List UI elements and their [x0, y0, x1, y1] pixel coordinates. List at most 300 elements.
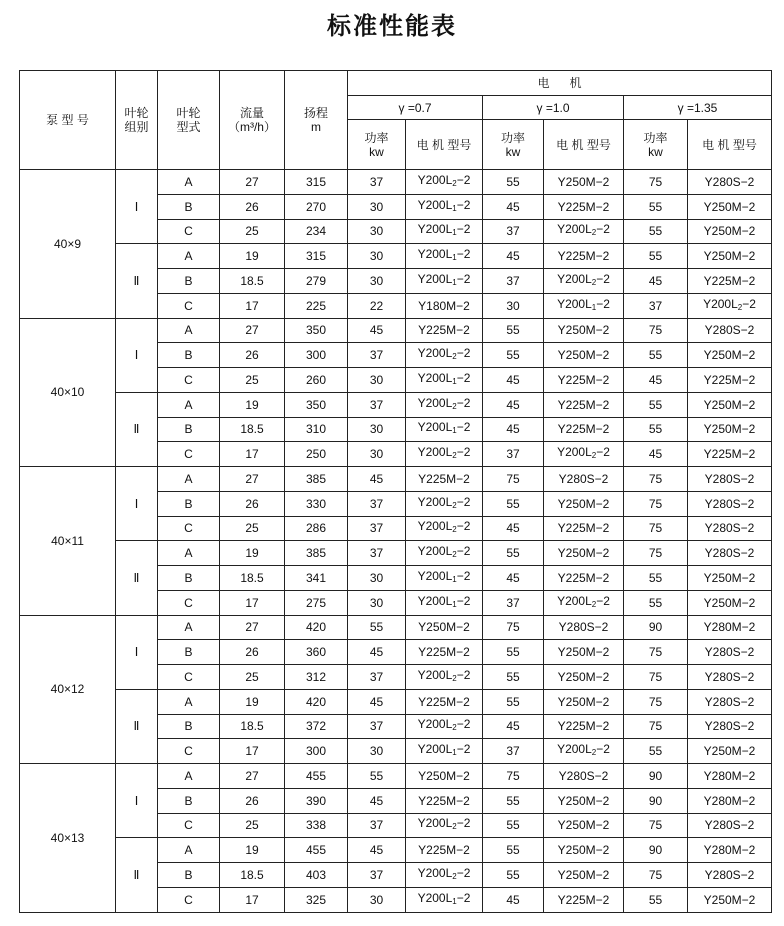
table-row [20, 318, 772, 343]
head-cell: 390 [285, 788, 348, 813]
power-cell-2: 75 [624, 491, 688, 516]
motor-model-cell-0: Y225M−2 [406, 640, 483, 665]
head-cell: 385 [285, 467, 348, 492]
pump-model-cell: 40×11 [20, 467, 116, 616]
motor-model-cell-1: Y225M−2 [544, 887, 624, 912]
header-motor-model-1: 电 机 型号 [544, 120, 624, 170]
power-cell-0: 37 [348, 714, 406, 739]
power-cell-0: 37 [348, 516, 406, 541]
impeller-type-cell: B [158, 417, 220, 442]
motor-model-cell-0: $Y200L_1-2$ [406, 244, 483, 269]
pump-model-cell: 40×9 [20, 170, 116, 319]
impeller-type-cell: C [158, 368, 220, 393]
power-cell-1: 55 [483, 491, 544, 516]
flow-cell: 26 [220, 788, 285, 813]
head-cell: 279 [285, 269, 348, 294]
impeller-type-cell: A [158, 689, 220, 714]
header-motor-model-2: 电 机 型号 [688, 120, 772, 170]
motor-model-cell-0: Y180M−2 [406, 293, 483, 318]
motor-model-cell-0: $Y200L_2-2$ [406, 170, 483, 195]
power-cell-2: 75 [624, 863, 688, 888]
motor-model-cell-2: Y250M−2 [688, 887, 772, 912]
motor-model-cell-1: Y250M−2 [544, 170, 624, 195]
motor-model-cell-1: Y250M−2 [544, 813, 624, 838]
motor-model-cell-1: $Y200L_2-2$ [544, 219, 624, 244]
motor-model-cell-0: $Y200L_2-2$ [406, 442, 483, 467]
impeller-group-cell: Ⅰ [116, 318, 158, 392]
motor-model-cell-1: $Y200L_1-2$ [544, 293, 624, 318]
header-head-line2: m [311, 120, 321, 134]
table-row [20, 170, 772, 195]
flow-cell: 19 [220, 244, 285, 269]
page-title: 标准性能表 [327, 11, 457, 40]
power-cell-2: 55 [624, 590, 688, 615]
flow-cell: 18.5 [220, 863, 285, 888]
head-cell: 385 [285, 541, 348, 566]
head-cell: 455 [285, 764, 348, 789]
power-cell-2: 55 [624, 343, 688, 368]
header-impeller-type-line2: 型式 [176, 120, 201, 134]
impeller-type-cell: B [158, 863, 220, 888]
motor-model-cell-2: Y250M−2 [688, 244, 772, 269]
impeller-type-cell: A [158, 541, 220, 566]
table-row [20, 244, 772, 269]
power-cell-1: 37 [483, 442, 544, 467]
power-cell-2: 45 [624, 269, 688, 294]
motor-model-cell-2: Y280S−2 [688, 640, 772, 665]
head-cell: 312 [285, 665, 348, 690]
table-row [20, 689, 772, 714]
power-cell-2: 55 [624, 887, 688, 912]
power-cell-0: 45 [348, 838, 406, 863]
flow-cell: 25 [220, 516, 285, 541]
motor-model-cell-0: $Y200L_1-2$ [406, 566, 483, 591]
motor-model-cell-1: $Y200L_2-2$ [544, 739, 624, 764]
impeller-type-cell: A [158, 838, 220, 863]
motor-model-cell-1: Y250M−2 [544, 863, 624, 888]
header-gamma-2: γ =1.35 [624, 96, 772, 120]
pump-model-cell: 40×13 [20, 764, 116, 913]
power-cell-1: 55 [483, 813, 544, 838]
impeller-group-cell: Ⅱ [116, 541, 158, 615]
power-cell-2: 55 [624, 739, 688, 764]
motor-model-cell-0: $Y200L_2-2$ [406, 392, 483, 417]
head-cell: 455 [285, 838, 348, 863]
motor-model-cell-0: $Y200L_1-2$ [406, 368, 483, 393]
power-cell-2: 55 [624, 219, 688, 244]
motor-model-cell-0: $Y200L_2-2$ [406, 665, 483, 690]
impeller-type-cell: A [158, 467, 220, 492]
motor-model-cell-0: $Y200L_2-2$ [406, 491, 483, 516]
head-cell: 234 [285, 219, 348, 244]
motor-model-cell-2: Y280S−2 [688, 318, 772, 343]
pump-model-cell: 40×10 [20, 318, 116, 467]
power-cell-2: 45 [624, 442, 688, 467]
head-cell: 300 [285, 739, 348, 764]
head-cell: 341 [285, 566, 348, 591]
motor-model-cell-1: Y250M−2 [544, 541, 624, 566]
impeller-type-cell: C [158, 442, 220, 467]
header-power-unit: kw [505, 144, 521, 159]
motor-model-cell-1: Y225M−2 [544, 368, 624, 393]
head-cell: 420 [285, 615, 348, 640]
impeller-group-cell: Ⅰ [116, 615, 158, 689]
motor-model-cell-2: Y280S−2 [688, 813, 772, 838]
impeller-type-cell: C [158, 516, 220, 541]
motor-model-cell-2: Y250M−2 [688, 219, 772, 244]
impeller-type-cell: C [158, 739, 220, 764]
impeller-group-cell: Ⅰ [116, 170, 158, 244]
header-power-0 [348, 120, 406, 170]
power-cell-0: 37 [348, 343, 406, 368]
motor-model-cell-0: $Y200L_1-2$ [406, 739, 483, 764]
header-power-2 [624, 120, 688, 170]
motor-model-cell-1: Y225M−2 [544, 392, 624, 417]
impeller-type-cell: B [158, 269, 220, 294]
impeller-group-cell: Ⅱ [116, 392, 158, 466]
header-flow [220, 71, 285, 170]
motor-model-cell-1: Y225M−2 [544, 566, 624, 591]
flow-cell: 26 [220, 491, 285, 516]
head-cell: 325 [285, 887, 348, 912]
motor-model-cell-2: $Y200L_2-2$ [688, 293, 772, 318]
impeller-type-cell: C [158, 590, 220, 615]
impeller-type-cell: A [158, 170, 220, 195]
header-power-1 [483, 120, 544, 170]
motor-model-cell-1: Y280S−2 [544, 764, 624, 789]
power-cell-1: 55 [483, 318, 544, 343]
power-cell-0: 37 [348, 541, 406, 566]
power-cell-0: 37 [348, 813, 406, 838]
power-cell-2: 55 [624, 194, 688, 219]
head-cell: 270 [285, 194, 348, 219]
motor-model-cell-1: $Y200L_2-2$ [544, 590, 624, 615]
impeller-type-cell: C [158, 293, 220, 318]
motor-model-cell-2: Y250M−2 [688, 590, 772, 615]
head-cell: 350 [285, 392, 348, 417]
power-cell-0: 30 [348, 590, 406, 615]
header-flow-line2: （m³/h） [227, 120, 276, 134]
header-power-unit: kw [369, 144, 384, 159]
motor-model-cell-1: Y250M−2 [544, 665, 624, 690]
flow-cell: 17 [220, 739, 285, 764]
impeller-type-cell: C [158, 665, 220, 690]
impeller-type-cell: C [158, 887, 220, 912]
header-impeller-type [158, 71, 220, 170]
flow-cell: 19 [220, 689, 285, 714]
power-cell-2: 75 [624, 813, 688, 838]
motor-model-cell-1: Y250M−2 [544, 640, 624, 665]
header-power-label: 功率 [500, 130, 525, 145]
impeller-group-cell: Ⅰ [116, 764, 158, 838]
motor-model-cell-2: Y280S−2 [688, 541, 772, 566]
power-cell-1: 45 [483, 244, 544, 269]
motor-model-cell-1: Y250M−2 [544, 788, 624, 813]
power-cell-2: 75 [624, 640, 688, 665]
motor-model-cell-1: $Y200L_2-2$ [544, 442, 624, 467]
pump-model-cell: 40×12 [20, 615, 116, 764]
flow-cell: 27 [220, 170, 285, 195]
motor-model-cell-2: Y225M−2 [688, 269, 772, 294]
power-cell-0: 45 [348, 788, 406, 813]
head-cell: 225 [285, 293, 348, 318]
impeller-group-cell: Ⅱ [116, 244, 158, 318]
flow-cell: 25 [220, 219, 285, 244]
performance-table [19, 70, 772, 913]
motor-model-cell-2: Y250M−2 [688, 417, 772, 442]
power-cell-1: 55 [483, 640, 544, 665]
power-cell-1: 45 [483, 516, 544, 541]
motor-model-cell-0: $Y200L_2-2$ [406, 343, 483, 368]
head-cell: 315 [285, 170, 348, 195]
motor-model-cell-0: $Y200L_2-2$ [406, 863, 483, 888]
power-cell-0: 37 [348, 392, 406, 417]
power-cell-0: 30 [348, 566, 406, 591]
header-impeller-group-line1: 叶轮 [124, 106, 149, 120]
motor-model-cell-1: Y250M−2 [544, 343, 624, 368]
table-row [20, 764, 772, 789]
motor-model-cell-0: Y225M−2 [406, 318, 483, 343]
power-cell-0: 30 [348, 887, 406, 912]
motor-model-cell-1: Y225M−2 [544, 194, 624, 219]
flow-cell: 19 [220, 541, 285, 566]
power-cell-1: 55 [483, 665, 544, 690]
head-cell: 286 [285, 516, 348, 541]
power-cell-2: 75 [624, 541, 688, 566]
head-cell: 372 [285, 714, 348, 739]
head-cell: 275 [285, 590, 348, 615]
motor-model-cell-2: Y250M−2 [688, 343, 772, 368]
power-cell-0: 55 [348, 615, 406, 640]
motor-model-cell-0: $Y200L_2-2$ [406, 813, 483, 838]
header-flow-line1: 流量 [239, 106, 264, 120]
flow-cell: 27 [220, 318, 285, 343]
head-cell: 330 [285, 491, 348, 516]
impeller-group-cell: Ⅱ [116, 838, 158, 912]
flow-cell: 27 [220, 467, 285, 492]
head-cell: 420 [285, 689, 348, 714]
power-cell-0: 30 [348, 194, 406, 219]
table-row [20, 615, 772, 640]
motor-model-cell-2: Y280S−2 [688, 665, 772, 690]
motor-model-cell-0: $Y200L_1-2$ [406, 887, 483, 912]
impeller-type-cell: A [158, 615, 220, 640]
power-cell-1: 55 [483, 788, 544, 813]
impeller-type-cell: B [158, 714, 220, 739]
header-gamma-0: γ =0.7 [348, 96, 483, 120]
power-cell-2: 75 [624, 689, 688, 714]
flow-cell: 27 [220, 764, 285, 789]
power-cell-2: 55 [624, 566, 688, 591]
motor-model-cell-0: $Y200L_2-2$ [406, 714, 483, 739]
motor-model-cell-0: Y225M−2 [406, 838, 483, 863]
motor-model-cell-2: Y280M−2 [688, 615, 772, 640]
power-cell-1: 45 [483, 417, 544, 442]
header-power-label: 功率 [364, 130, 389, 145]
motor-model-cell-2: Y280M−2 [688, 764, 772, 789]
header-power-unit: kw [648, 144, 663, 159]
header-pump-model: 泵 型 号 [20, 71, 116, 170]
head-cell: 403 [285, 863, 348, 888]
flow-cell: 19 [220, 838, 285, 863]
header-head [285, 71, 348, 170]
motor-model-cell-2: Y250M−2 [688, 194, 772, 219]
impeller-type-cell: A [158, 764, 220, 789]
motor-model-cell-2: Y250M−2 [688, 566, 772, 591]
impeller-type-cell: C [158, 219, 220, 244]
motor-model-cell-0: $Y200L_2-2$ [406, 516, 483, 541]
flow-cell: 26 [220, 640, 285, 665]
motor-model-cell-2: Y280M−2 [688, 788, 772, 813]
impeller-type-cell: B [158, 194, 220, 219]
power-cell-0: 30 [348, 269, 406, 294]
header-impeller-type-line1: 叶轮 [176, 106, 201, 120]
motor-model-cell-0: $Y200L_1-2$ [406, 219, 483, 244]
flow-cell: 17 [220, 293, 285, 318]
table-body [20, 170, 772, 913]
power-cell-1: 45 [483, 194, 544, 219]
power-cell-0: 30 [348, 417, 406, 442]
power-cell-0: 55 [348, 764, 406, 789]
impeller-type-cell: B [158, 491, 220, 516]
power-cell-0: 37 [348, 863, 406, 888]
motor-model-cell-0: $Y200L_2-2$ [406, 541, 483, 566]
flow-cell: 18.5 [220, 714, 285, 739]
motor-model-cell-0: $Y200L_1-2$ [406, 590, 483, 615]
power-cell-2: 37 [624, 293, 688, 318]
motor-model-cell-0: Y225M−2 [406, 467, 483, 492]
header-motor-model-0: 电 机 型号 [406, 120, 483, 170]
power-cell-2: 55 [624, 244, 688, 269]
power-cell-0: 37 [348, 665, 406, 690]
impeller-group-cell: Ⅱ [116, 689, 158, 763]
power-cell-0: 45 [348, 467, 406, 492]
flow-cell: 26 [220, 343, 285, 368]
power-cell-1: 75 [483, 467, 544, 492]
power-cell-2: 75 [624, 665, 688, 690]
motor-model-cell-2: Y280S−2 [688, 689, 772, 714]
power-cell-0: 22 [348, 293, 406, 318]
power-cell-1: 55 [483, 343, 544, 368]
motor-model-cell-2: Y225M−2 [688, 368, 772, 393]
power-cell-1: 45 [483, 566, 544, 591]
power-cell-0: 30 [348, 442, 406, 467]
motor-model-cell-1: Y225M−2 [544, 244, 624, 269]
power-cell-1: 30 [483, 293, 544, 318]
header-gamma-1: γ =1.0 [483, 96, 624, 120]
power-cell-0: 30 [348, 219, 406, 244]
power-cell-1: 45 [483, 368, 544, 393]
impeller-type-cell: A [158, 392, 220, 417]
power-cell-2: 90 [624, 838, 688, 863]
flow-cell: 18.5 [220, 269, 285, 294]
flow-cell: 19 [220, 392, 285, 417]
motor-model-cell-0: $Y200L_1-2$ [406, 269, 483, 294]
power-cell-0: 37 [348, 491, 406, 516]
head-cell: 360 [285, 640, 348, 665]
flow-cell: 18.5 [220, 566, 285, 591]
power-cell-2: 75 [624, 714, 688, 739]
motor-model-cell-2: Y280S−2 [688, 170, 772, 195]
impeller-type-cell: A [158, 318, 220, 343]
motor-model-cell-0: $Y200L_1-2$ [406, 194, 483, 219]
power-cell-1: 55 [483, 838, 544, 863]
table-row [20, 838, 772, 863]
power-cell-2: 45 [624, 368, 688, 393]
motor-model-cell-2: Y280S−2 [688, 491, 772, 516]
table-row [20, 467, 772, 492]
flow-cell: 25 [220, 813, 285, 838]
power-cell-1: 45 [483, 714, 544, 739]
motor-model-cell-1: Y225M−2 [544, 417, 624, 442]
power-cell-0: 45 [348, 689, 406, 714]
power-cell-2: 55 [624, 392, 688, 417]
motor-model-cell-1: Y280S−2 [544, 467, 624, 492]
impeller-type-cell: B [158, 343, 220, 368]
motor-model-cell-1: Y250M−2 [544, 689, 624, 714]
motor-model-cell-2: Y250M−2 [688, 739, 772, 764]
power-cell-2: 90 [624, 788, 688, 813]
motor-model-cell-2: Y250M−2 [688, 392, 772, 417]
motor-model-cell-1: Y250M−2 [544, 491, 624, 516]
header-impeller-group [116, 71, 158, 170]
header-head-line1: 扬程 [303, 106, 328, 120]
head-cell: 250 [285, 442, 348, 467]
impeller-type-cell: C [158, 813, 220, 838]
power-cell-2: 75 [624, 516, 688, 541]
head-cell: 350 [285, 318, 348, 343]
flow-cell: 18.5 [220, 417, 285, 442]
flow-cell: 26 [220, 194, 285, 219]
power-cell-0: 45 [348, 318, 406, 343]
head-cell: 310 [285, 417, 348, 442]
power-cell-0: 30 [348, 244, 406, 269]
power-cell-1: 37 [483, 590, 544, 615]
flow-cell: 25 [220, 368, 285, 393]
power-cell-0: 30 [348, 739, 406, 764]
power-cell-1: 55 [483, 170, 544, 195]
head-cell: 338 [285, 813, 348, 838]
motor-model-cell-1: Y280S−2 [544, 615, 624, 640]
motor-model-cell-1: Y225M−2 [544, 516, 624, 541]
motor-model-cell-2: Y225M−2 [688, 442, 772, 467]
head-cell: 300 [285, 343, 348, 368]
impeller-type-cell: A [158, 244, 220, 269]
power-cell-2: 90 [624, 615, 688, 640]
motor-model-cell-1: Y225M−2 [544, 714, 624, 739]
motor-model-cell-2: Y280S−2 [688, 714, 772, 739]
impeller-type-cell: B [158, 640, 220, 665]
motor-model-cell-2: Y280M−2 [688, 838, 772, 863]
motor-model-cell-0: Y250M−2 [406, 615, 483, 640]
power-cell-1: 37 [483, 269, 544, 294]
head-cell: 260 [285, 368, 348, 393]
header-motor: 电 机 [348, 71, 772, 96]
motor-model-cell-0: Y250M−2 [406, 764, 483, 789]
table-row [20, 541, 772, 566]
impeller-type-cell: B [158, 566, 220, 591]
motor-model-cell-2: Y280S−2 [688, 467, 772, 492]
motor-model-cell-1: Y250M−2 [544, 838, 624, 863]
power-cell-0: 30 [348, 368, 406, 393]
power-cell-2: 75 [624, 170, 688, 195]
motor-model-cell-2: Y280S−2 [688, 516, 772, 541]
flow-cell: 27 [220, 615, 285, 640]
power-cell-1: 55 [483, 863, 544, 888]
flow-cell: 17 [220, 590, 285, 615]
header-power-label: 功率 [643, 130, 668, 145]
power-cell-0: 37 [348, 170, 406, 195]
